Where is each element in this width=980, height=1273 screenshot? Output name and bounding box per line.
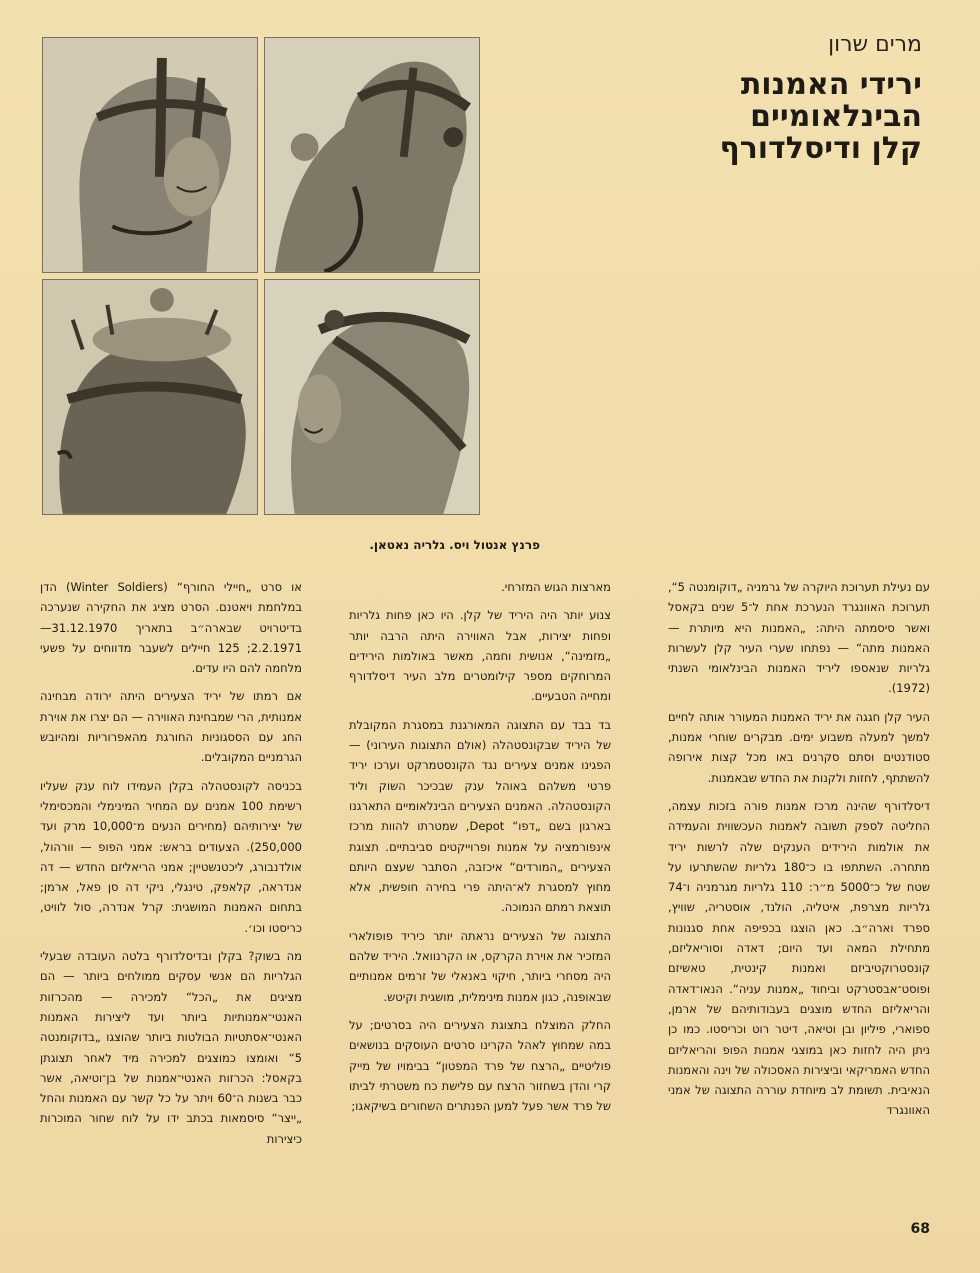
text-column-middle: [349, 577, 611, 1124]
title-line-1: ירידי האמנות: [740, 67, 922, 102]
paragraph: או סרט „חיילי החורף“ (Winter Soldiers) הדן במלחמת ויאטנם. הסרט מציג את החקירה שנערכה בדיטרויט שבארה״ב בתאריך 31.12.1970—2.2.1971; 125 חיילים לשעבר מדווחים על פשעי מלחמה להם היו עדים.: [40, 580, 303, 676]
text-column-left: [40, 577, 302, 1157]
head-drawing-4: [265, 280, 479, 514]
artwork-panel-bottom-left: [42, 279, 258, 515]
article-title: [522, 69, 922, 165]
paragraph: בכניסה לקונסטהלה בקלן העמידו לוח ענק שעליו רשימת 100 אמנים עם המחיר המינימלי והמכסימלי של יצירותיהם (מחירים הנעים מ־10,000 מרק ועד 250,000). הצעודים בראש: אמני הפופ — וורהול, אולדנבורג, ליכטנשטיין; אמני הריאליזם החדש — דה אנדראה, קלאפק, טינגלי, ניקי דה סן פאל, ארמן; בתחום האמנות המושגית: קרל אנדרה, סול לוויט, כריסטו וכו׳.: [40, 778, 302, 935]
paragraph: מארצות הגוש המזרחי.: [501, 580, 611, 594]
head-drawing-1: [43, 38, 257, 272]
paragraph: בד בבד עם התצוגה המאורגנת במסגרת המקובלת של היריד שבקונסטהלה (אולם התצוגות העירוני) — הפגינו אמנים צעירים נגד הקונסטמרקט וערכו יריד פרטי משלהם באוהל ענק שבכיכר השוק וליד הקונסטהלה. האמנים הצעירים הבינלאומיים התארגנו בארגון בשם „דפו“ Depot, שמטרתו להוות מרכז אינפורמציה על אמנות ופרוייקטים סביבתיים. תצוגת הצעירים „המורדים“ איכזבה, הסתבר שעצם היותם מחוץ למסגרת לא־היתה פרי בחירה חופשית, אלא תוצאת רמתם הנמוכה.: [349, 717, 611, 915]
text-column-right: [668, 577, 930, 1129]
paragraph: העיר קלן חגגה את יריד האמנות המעורר אותה לחיים למשך למעלה משבוע ימים. מבקרים שוחרי אמנות, סטודנטים וסתם סקרנים באו מכל קצות אירופה להשתתף, לחזות ולקנות את החדש שבאמנות.: [668, 709, 930, 785]
head-drawing-3: [43, 280, 257, 514]
paragraph: דיסלדורף שהינה מרכז אמנות פורה בזכות עצמה, החליטה לספק תשובה לאמנות העכשווית והעמידה את אולמות הירידים הענקים שלה לרשות יריד מתחרה. השתתפו בו כ־180 גלריות שהשתרעו על שטח של כ־5000 מ״ר: 110 גלריות מגרמניה ו־74 גלריות מצרפת, איטליה, הולנד, אוסטריה, שוויץ, ספרד וארה״ב. כאן הוצגו בכפיפה אחת סגנונות מתחילת המאה ועד היום; דאדה וסוריאליזם, קונסטרוקטיביזם ואמנות קינטית, טאשיזם ופוסט־אבסטרקט וביחוד „אמנות עניה“. הנאו־דאדה והריאליזם החדש מוצגים בעבודותיהם של ארמן, ספוארי, פיליון ובן וטיאה, דיטר רוט וכריסטו. כמו כן ניתן היה לחזות כאן במוצגי אמנות הפופ והריאליזם החדש האמריקאי וביצירות האסכולה של וינה והאמנות הנאיבית. תשומת לב מיוחדת עוררה התצוגה של אמני האוונגרד: [668, 798, 931, 1118]
title-line-2: הבינלאומיים: [750, 99, 922, 134]
paragraph: מה בשוק? בקלן ובדיסלדורף בלטה העובדה שבעלי הגלריות הם אנשי עסקים ממולחים ביותר — הם מציגים את „הכל“ למכירה — מהכרזות האנטי־אמנותיות ביותר ועד ליצירות האמנות האנטי־אסתטיות הבולטות ביותר שהוצגו „בדוקומנטה 5“ ואומצו כמוצגים למכירה מיד לאחר תצוגתן בקאסל: הכרזות האנטי־אמנות של בן־וטיאה, אשר כבר בשנות ה־60 ויתר על כל קשר עם האמנות והחל „ייצר“ סיסמאות בכתב ידו על לוח שחור המוכרות כיצירות: [40, 949, 303, 1146]
artwork-panel-bottom-right: [264, 279, 480, 515]
artwork-photo-grid: [42, 37, 480, 515]
photo-caption: פרנץ אנטול ויס. גלריה נאטאן.: [369, 538, 540, 552]
author-name: מרים שרון: [828, 32, 922, 57]
paragraph: אם רמתו של יריד הצעירים היתה ירודה מבחינה אמנותית, הרי שמבחינת האווירה — הם יצרו את אוירת החג עם הססגוניות החורגת מהאפרוריות ומהיובש הגרמניים המקובלים.: [40, 689, 302, 765]
head-drawing-2: [265, 38, 479, 272]
article-header: [522, 32, 922, 165]
paragraph: התצוגה של הצעירים נראתה יותר כיריד פופולארי המזכיר את אוירת הקרקס, או הקרנוואל. היריד שלהם היה מסחרי ביותר, חיקוי באנאלי של זרמים אמנותיים שבאופנה, כגון אמנות מינימלית, מושגית וקיטש.: [349, 928, 611, 1004]
paragraph: צנוע יותר היה היריד של קלן. היו כאן פחות גלריות ופחות יצירות, אבל האווירה היתה הרבה יותר „מזמינה“, אנושית וחמה, מאשר באולמות הירידים המרוחקים מספר קילומטרים מלב העיר דיסלדורף ומחייה הטבעיים.: [349, 608, 611, 704]
paragraph: החלק המוצלח בתצוגת הצעירים היה בסרטים; על במה שמחוץ לאהל הקרינו סרטים העוסקים בנושאים פוליטיים „הרצח של פרד המפטון“ בבימויו של מייק קרי והדן בשחזור הרצח עם פלישת כח משטרתי לביתו של פרד אשר פעל למען הפנתרים השחורים בשיקאגו;: [349, 1017, 611, 1114]
page-number: 68: [910, 1221, 930, 1237]
title-line-3: קלן ודיסלדורף: [719, 131, 922, 166]
artwork-panel-top-right: [264, 37, 480, 273]
paragraph: עם נעילת תערוכת היוקרה של גרמניה „דוקומנטה 5“, תערוכת האוונגרד הנערכת אחת ל־5 שנים בקאסל ואשר סיסמתה היתה: „האמנות היא מיותרת — האמנות מתה“ — נפתחו שערי העיר קלן לעשרות גלריות שנאספו ליריד האמנות הבינלאומי השנתי (1972).: [668, 580, 930, 696]
artwork-panel-top-left: [42, 37, 258, 273]
